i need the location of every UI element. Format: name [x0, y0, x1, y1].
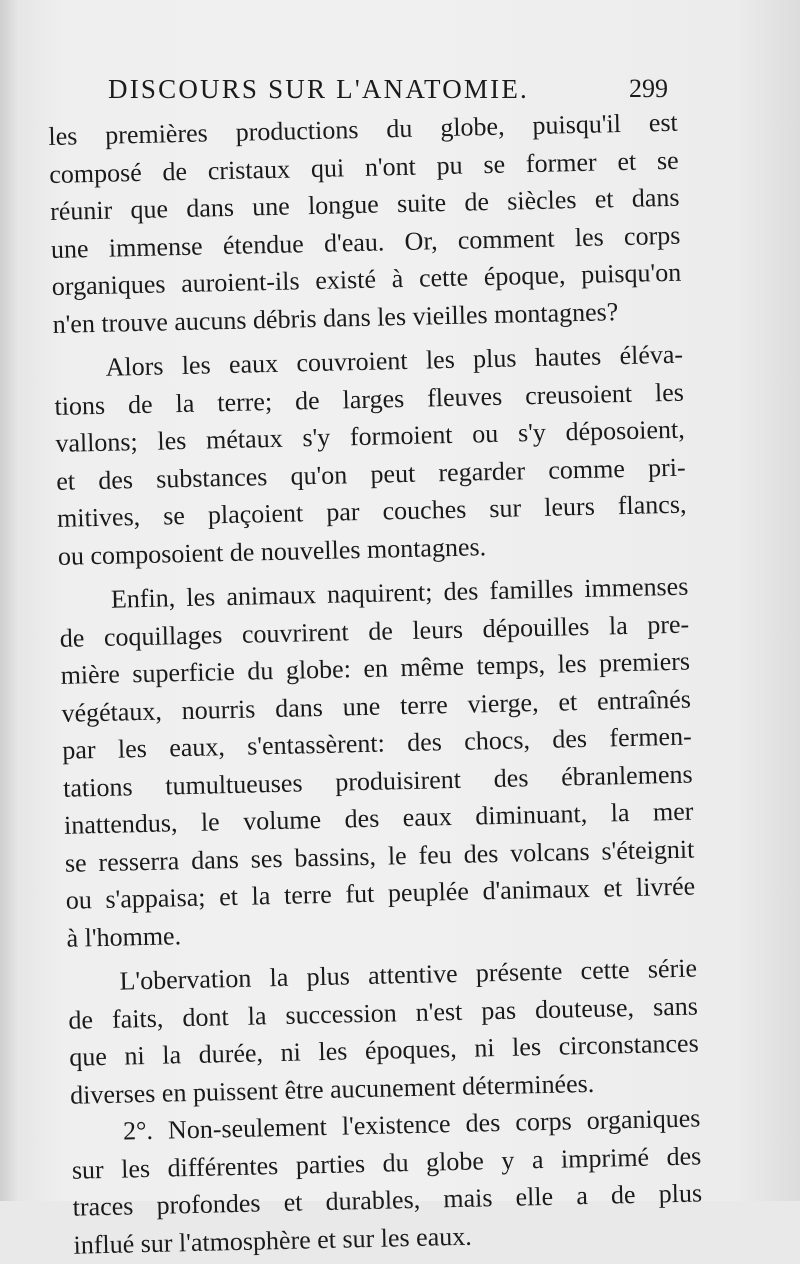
text-line: se resserra dans ses bassins, le feu des volcans s'éteignit [64, 834, 695, 878]
text-line: de faits, dont la succession n'est pas douteuse, sans [68, 990, 699, 1035]
body-text [48, 102, 774, 1264]
text-line: 2°. Non-seulement l'existence des corps organiques [122, 1103, 701, 1146]
text-line: ou composoient de nouvelles montagnes. [57, 531, 487, 571]
text-line: à l'homme. [66, 920, 182, 953]
text-line: tions de la terre; de larges fleuves creusoient les [54, 377, 685, 421]
text-line: mière superficie du globe: en même temps, les premiers [60, 646, 691, 690]
text-line: diverses en puissent être aucunement déterminées. [69, 1068, 595, 1110]
text-line: influé sur l'atmosphère et sur les eaux. [73, 1221, 472, 1260]
text-line: ou s'appaisa; et la terre fut peuplée d'animaux et livrée [65, 871, 696, 915]
text-line: de coquillages couvrirent de leurs dépouilles la pre- [59, 609, 690, 653]
text-line: L'obervation la plus attentive présente cette série [119, 953, 698, 996]
text-line: n'en trouve aucuns débris dans les vieilles montagnes? [52, 296, 619, 339]
page-number: 299 [629, 74, 668, 103]
text-line: que ni la durée, ni les époques, ni les circonstances [68, 1028, 699, 1072]
text-line: Enfin, les animaux naquirent; des familles immenses [110, 571, 689, 614]
text-line: et des substances qu'on peut regarder comme pri- [55, 452, 686, 496]
text-line: vallons; les métaux s'y formoient ou s'y déposoient, [55, 414, 686, 458]
text-line: végétaux, nourris dans une terre vierge, et entraînés [61, 684, 692, 728]
text-line: inattendus, le volume des eaux diminuant, la mer [63, 796, 694, 840]
text-line: organiques auroient-ils existé à cette époque, puisqu'on [51, 257, 682, 301]
text-line: Alors les eaux couvroient les plus hautes éléva- [105, 339, 684, 382]
text-line: les premières productions du globe, puisqu'il est [48, 107, 679, 151]
text-line: par les eaux, s'entassèrent: des chocs, des fermen- [62, 721, 693, 765]
text-line: réunir que dans une longue suite de siècles et dans [49, 182, 680, 226]
text-line: mitives, se plaçoient par couches sur leurs flancs, [56, 489, 687, 533]
running-title: DISCOURS SUR L'ANATOMIE. [108, 74, 529, 104]
text-line: tations tumultueuses produisirent des ébranlemens [62, 759, 693, 803]
text-line: traces profondes et durables, mais elle a de plus [72, 1178, 703, 1222]
text-line: sur les différentes parties du globe y a imprimé des [71, 1140, 702, 1185]
text-line: une immense étendue d'eau. Or, comment les corps [50, 220, 681, 264]
text-line: composé de cristaux qui n'ont pu se former et se [48, 145, 679, 189]
